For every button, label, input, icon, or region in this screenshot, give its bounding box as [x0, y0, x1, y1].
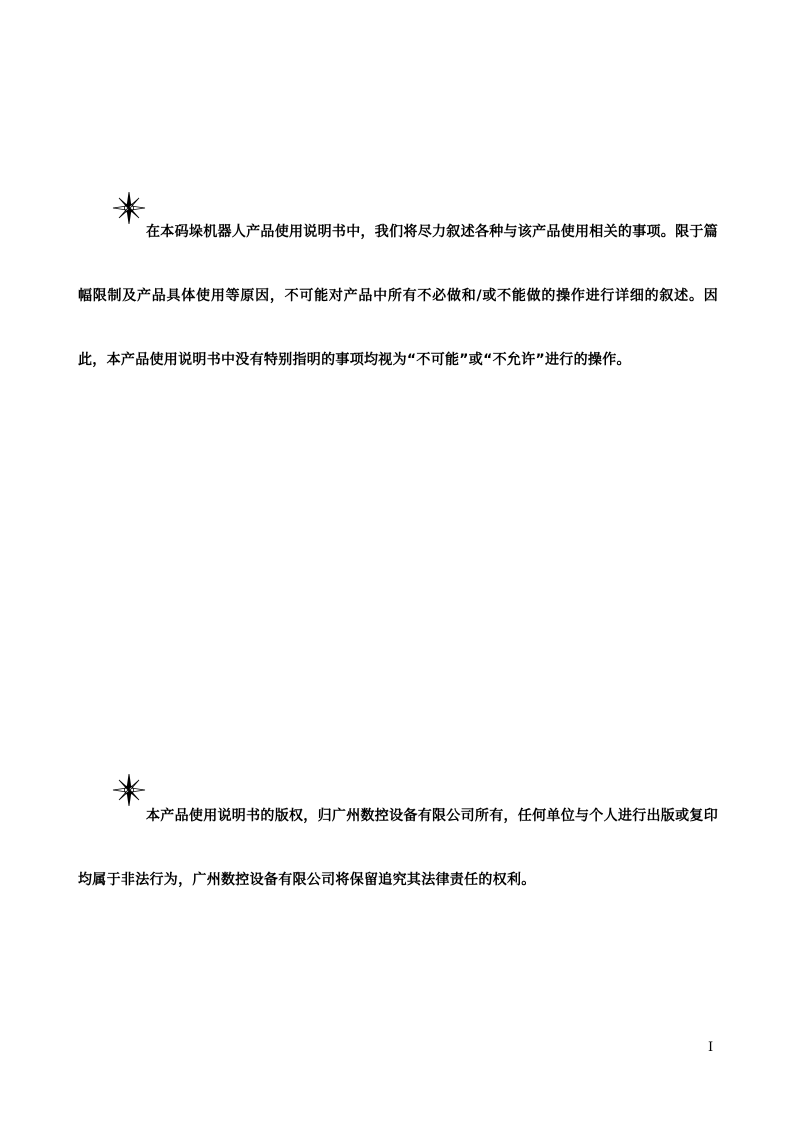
paragraph-copyright: 本产品使用说明书的版权，归广州数控设备有限公司所有，任何单位与个人进行出版或复印均属于非法行为，广州数控设备有限公司将保留追究其法律责任的权利。	[78, 808, 718, 888]
paragraph-disclaimer: 在本码垛机器人产品使用说明书中，我们将尽力叙述各种与该产品使用相关的事项。限于篇幅限制及产品具体使用等原因，不可能对产品中所有不必做和/或不能做的操作进行详细的叙述。因此，本产品使用说明书中没有特别指明的事项均视为“不可能”或“不允许”进行的操作。	[78, 224, 718, 368]
page-number: I	[708, 1040, 714, 1055]
